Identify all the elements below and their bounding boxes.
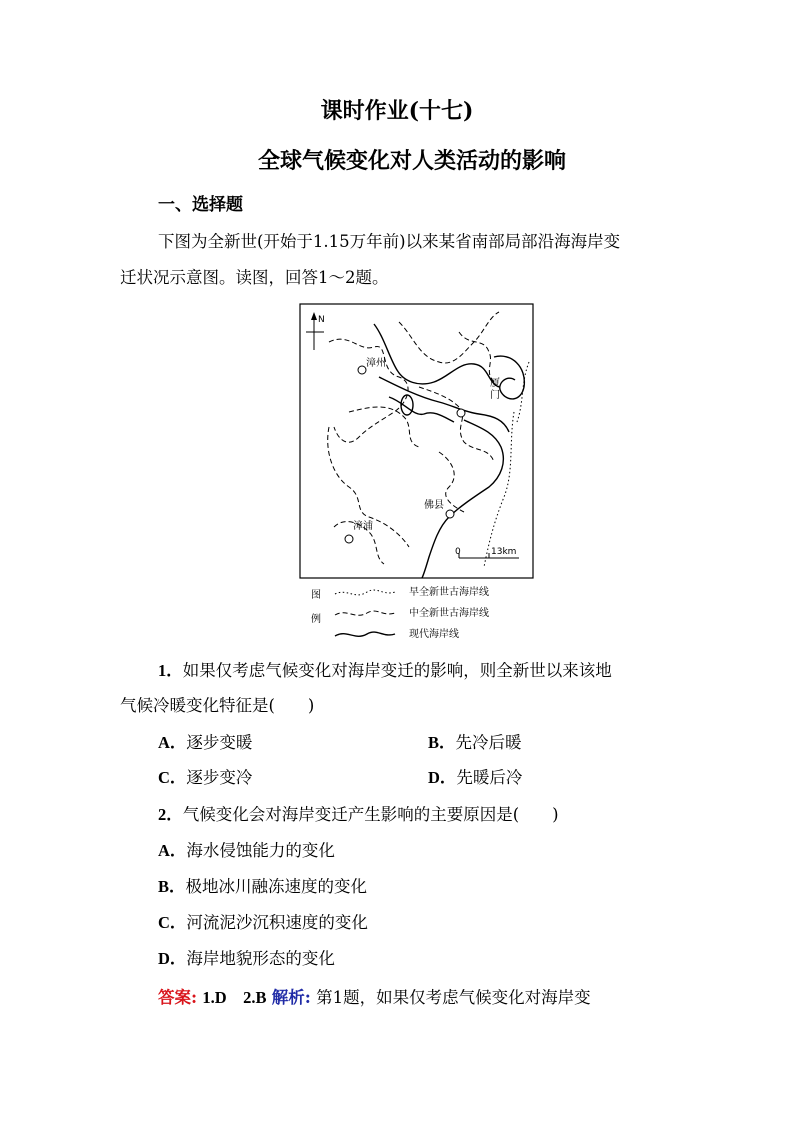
q1-option-b[interactable]: B．先冷后暖 <box>428 733 522 752</box>
q1-option-c[interactable]: C．逐步变冷 <box>158 768 253 787</box>
zhangpu-marker <box>345 535 353 543</box>
q1-option-d[interactable]: D．先暖后冷 <box>428 768 523 787</box>
label-zhangzhou: 漳州 <box>366 358 386 369</box>
question-1-line-2: 气候冷暖变化特征是( ) <box>120 696 315 715</box>
north-label: N <box>318 315 325 325</box>
label-xiamen-1: 厦 <box>490 378 500 389</box>
legend-mid: 中全新世古海岸线 <box>409 608 489 619</box>
label-zhangpu: 漳浦 <box>353 521 373 532</box>
legend-modern: 现代海岸线 <box>409 629 459 640</box>
legend-early: 早全新世古海岸线 <box>409 587 489 598</box>
analysis-label: 解析 <box>271 988 305 1007</box>
answer-values: 1.D 2.B <box>202 988 267 1007</box>
q2-option-d[interactable]: D．海岸地貌形态的变化 <box>158 949 335 968</box>
scale-zero: 0 <box>455 547 461 557</box>
answer-label: 答案 <box>158 988 191 1007</box>
scale-distance: 13km <box>491 547 517 557</box>
intro-line-1: 下图为全新世(开始于1.15万年前)以来某省南部局部沿海海岸变 <box>158 232 621 251</box>
intro-line-2: 迁状况示意图。读图，回答1～2题。 <box>120 268 389 287</box>
page-title: 课时作业(十七) <box>320 98 474 124</box>
question-1-text: 如果仅考虑气候变化对海岸变迁的影响，则全新世以来该地 <box>182 661 612 680</box>
legend-title-1: 图 <box>311 590 321 601</box>
label-foxian: 佛县 <box>424 500 444 511</box>
map-legend <box>311 585 489 640</box>
foxian-marker <box>446 510 454 518</box>
section-heading: 一、选择题 <box>158 195 243 215</box>
answer-line: 答案: 1.D 2.B 解析: 第1题，如果仅考虑气候变化对海岸变 <box>158 988 591 1007</box>
q2-option-a[interactable]: A．海水侵蚀能力的变化 <box>158 841 335 860</box>
question-2-text: 气候变化会对海岸变迁产生影响的主要原因是( ) <box>182 805 559 824</box>
river-town-marker <box>457 409 465 417</box>
q2-option-c[interactable]: C．河流泥沙沉积速度的变化 <box>158 913 368 932</box>
question-1-number: 1． <box>158 661 183 680</box>
zhangzhou-marker <box>358 366 366 374</box>
question-1-line-1 <box>158 657 612 681</box>
legend-title-2: 例 <box>311 614 321 625</box>
coastline-map <box>289 302 543 644</box>
question-2 <box>158 801 559 825</box>
analysis-text: 第1题，如果仅考虑气候变化对海岸变 <box>316 988 591 1007</box>
q1-option-a[interactable]: A．逐步变暖 <box>158 733 253 752</box>
question-2-number: 2． <box>158 805 183 824</box>
label-xiamen-2: 门 <box>490 390 500 401</box>
page-subtitle: 全球气候变化对人类活动的影响 <box>257 148 566 174</box>
q2-option-b[interactable]: B．极地冰川融冻速度的变化 <box>158 877 368 896</box>
